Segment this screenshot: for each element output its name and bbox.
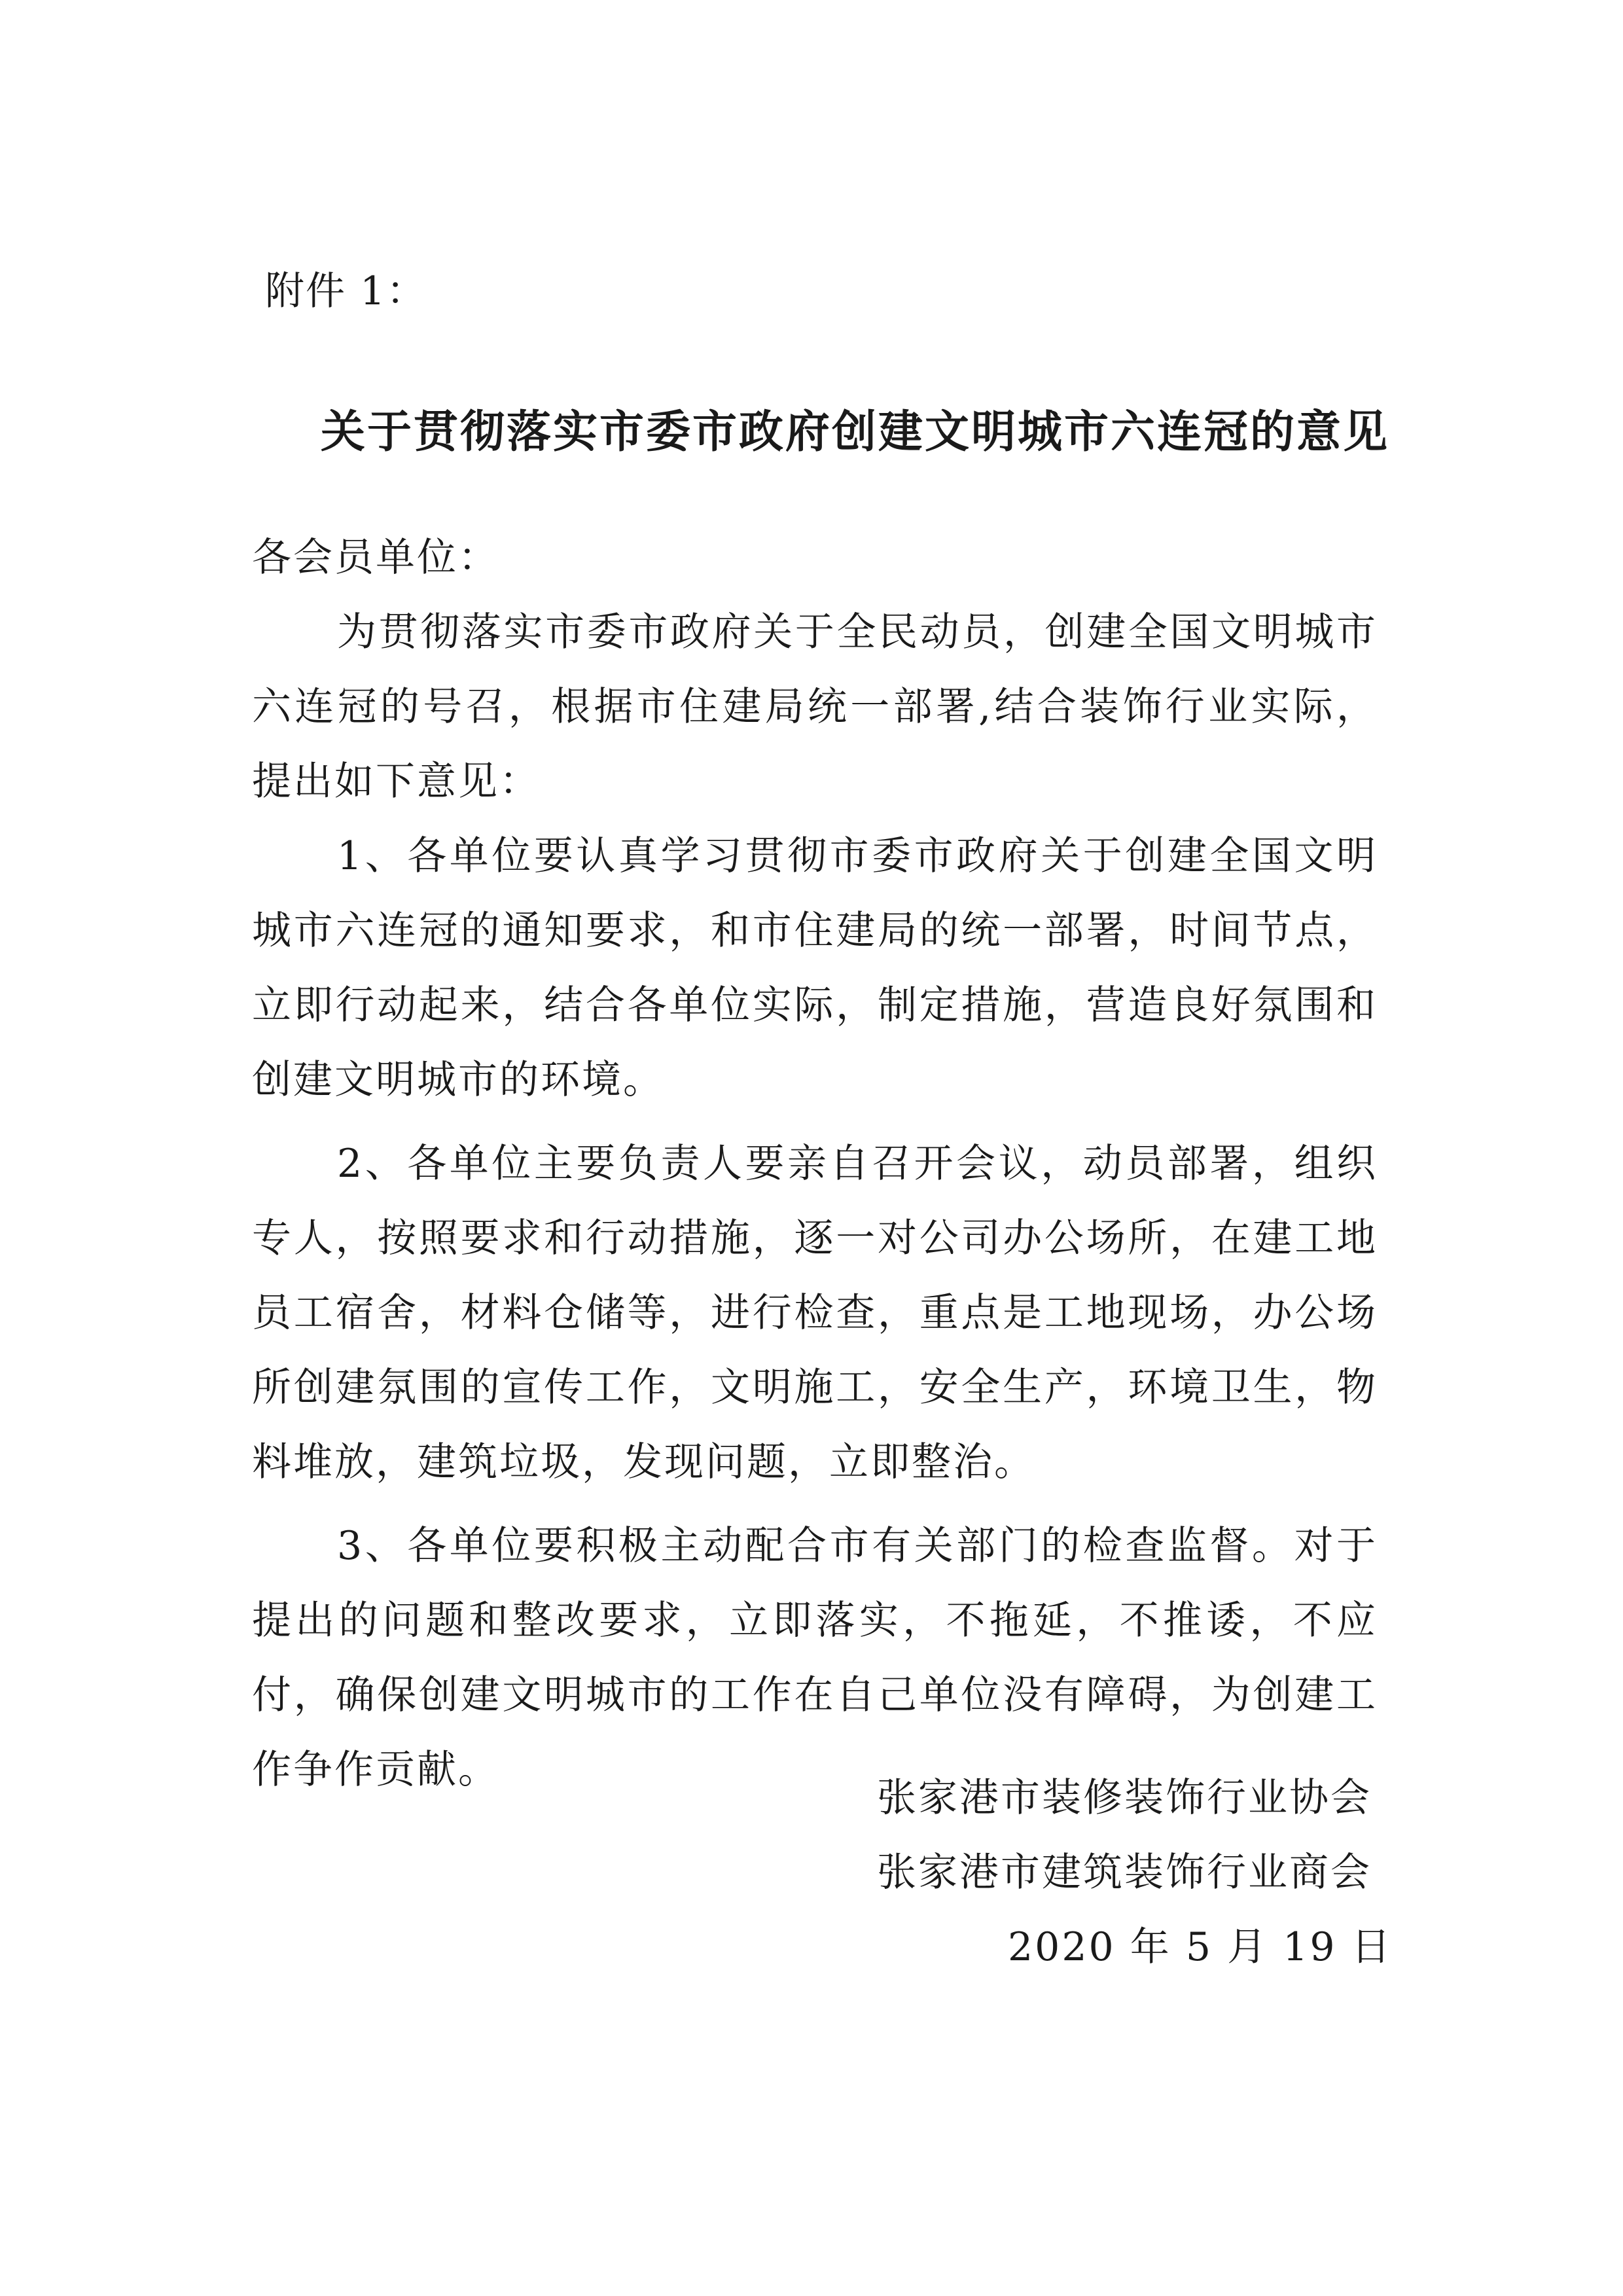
attachment-label: 附件 1： [265, 268, 427, 314]
document-body [252, 520, 1378, 1807]
signature-org-1: 张家港市装修装饰行业协会 [877, 1775, 1372, 1821]
signature-date: 2020 年 5 月 19 日 [1008, 1924, 1393, 1970]
paragraph-item-3: 3、各单位要积极主动配合市有关部门的检查监督。对于提出的问题和整改要求，立即落实，不拖延，不推诿，不应付，确保创建文明城市的工作在自己单位没有障碍，为创建工作争作贡献。 [252, 1523, 1378, 1793]
signature-block [877, 1761, 1400, 1984]
signature-org-2: 张家港市建筑装饰行业商会 [877, 1850, 1372, 1895]
paragraph-item-1: 1、各单位要认真学习贯彻市委市政府关于创建全国文明城市六连冠的通知要求，和市住建局的统一部署，时间节点，立即行动起来，结合各单位实际，制定措施，营造良好氛围和创建文明城市的环境。 [252, 833, 1378, 1103]
paragraph-item-2: 2、各单位主要负责人要亲自召开会议，动员部署，组织专人，按照要求和行动措施，逐一对公司办公场所，在建工地员工宿舍，材料仓储等，进行检查，重点是工地现场，办公场所创建氛围的宣传工作，文明施工，安全生产，环境卫生，物料堆放，建筑垃圾，发现问题，立即整治。 [252, 1141, 1378, 1485]
document-title: 关于贯彻落实市委市政府创建文明城市六连冠的意见 [321, 406, 1390, 458]
paragraph-intro: 为贯彻落实市委市政府关于全民动员，创建全国文明城市六连冠的号召，根据市住建局统一部署,结合装饰行业实际，提出如下意见： [252, 609, 1378, 804]
salutation: 各会员单位： [252, 535, 499, 581]
